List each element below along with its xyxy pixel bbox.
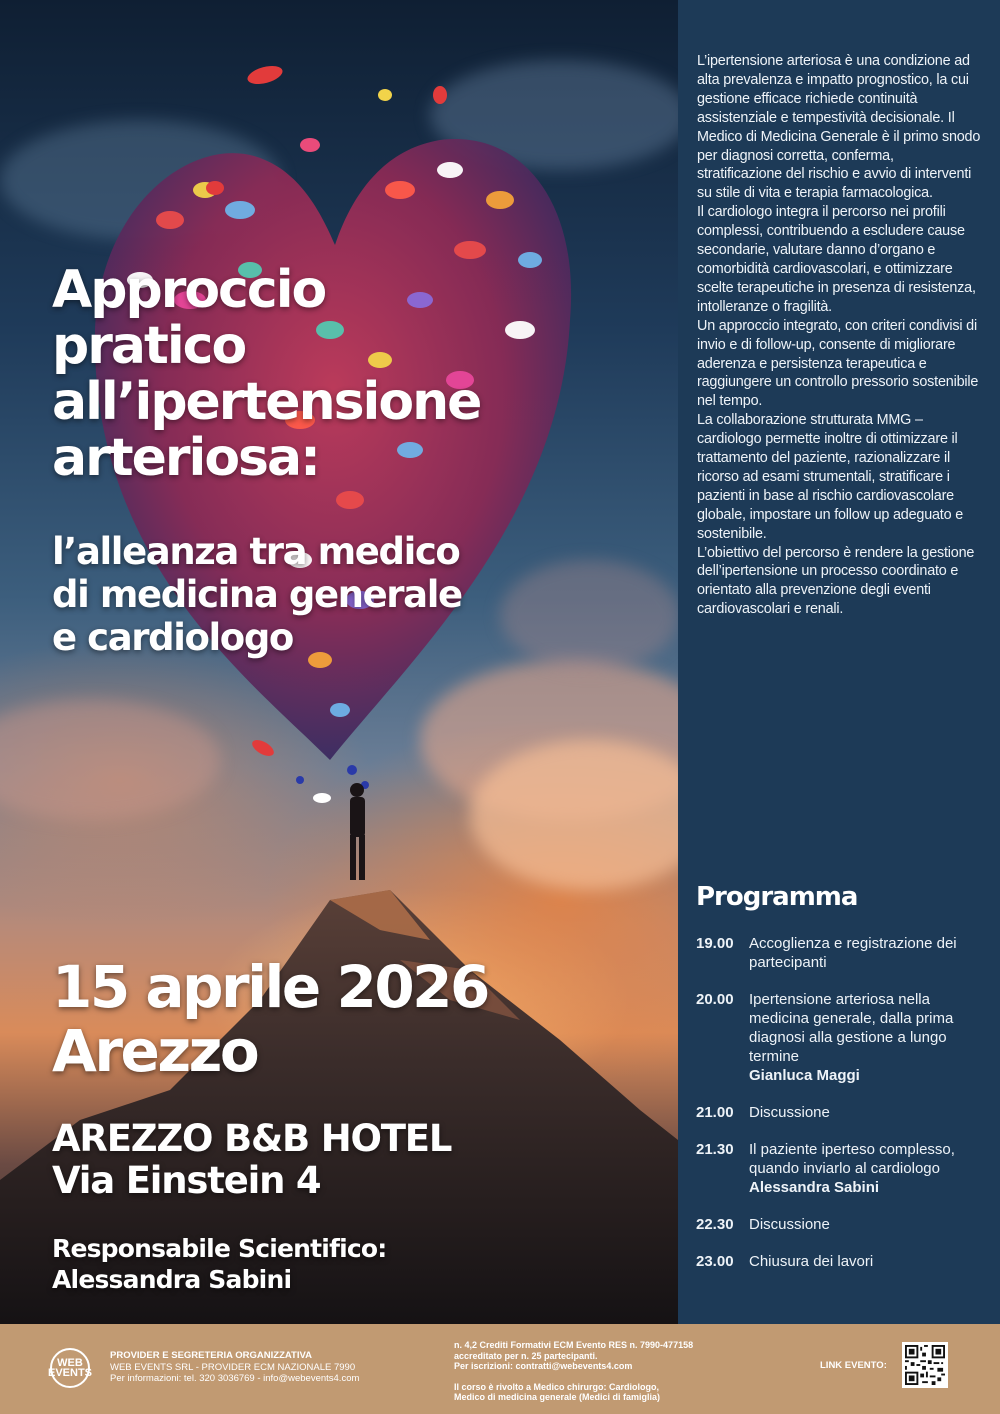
program-time: 19.00 xyxy=(696,935,734,952)
description-paragraph: L’ipertensione arteriosa è una condizione ad alta prevalenza e impatto prognostico, la cui gestione efficace richiede continuità assistenziale e tempestività decisionale. Il Medico di Medicina Generale è il primo snodo per diagnosi corretta, conferma, stratificazione del rischio e avvio di interventi su stile di vita e terapia farmacologica. xyxy=(697,53,981,202)
program-item xyxy=(696,1103,986,1122)
program-speaker: Gianluca Maggi xyxy=(749,1067,860,1084)
footer-bar xyxy=(0,1324,1000,1414)
program-heading: Programma xyxy=(696,882,858,912)
scientific-lead-name: Alessandra Sabini xyxy=(52,1265,292,1294)
description-paragraph: La collaborazione strutturata MMG – cardiologo permette inoltre di ottimizzare il trattamento del paziente, razionalizzare il ricorso ad esami strumentali, stratificare i pazienti in base al rischio cardiovascolare globale, impostare un follow up adeguato e sostenibile. xyxy=(697,412,964,542)
registration-email: Per iscrizioni: contratti@webevents4.com xyxy=(454,1361,633,1371)
description-paragraph: L’obiettivo del percorso è rendere la gestione dell’ipertensione un processo coordinato e orientato alla prevenzione degli eventi cardiovascolari e renali. xyxy=(697,544,975,618)
web-events-logo: WEB EVENTS xyxy=(50,1348,90,1388)
qr-code-icon[interactable] xyxy=(902,1342,948,1388)
credits-line: accreditato per n. 25 partecipanti. xyxy=(454,1350,598,1361)
program-text: Chiusura dei lavori xyxy=(749,1253,874,1270)
program-text: Il paziente iperteso complesso, quando inviarlo al cardiologo Alessandra Sabini xyxy=(749,1140,986,1197)
program-time: 21.00 xyxy=(696,1104,734,1121)
event-subtitle xyxy=(52,530,652,659)
ecm-credits-info xyxy=(454,1340,754,1403)
target-audience-line: Medico di medicina generale (Medici di famiglia) xyxy=(454,1392,661,1402)
qr-code-graphic xyxy=(905,1345,945,1385)
credits-line: n. 4,2 Crediti Formativi ECM Evento RES n. 7990-477158 xyxy=(454,1340,694,1350)
program-speaker: Alessandra Sabini xyxy=(749,1179,880,1196)
scientific-lead-label: Responsabile Scientifico: xyxy=(52,1234,387,1263)
program-item xyxy=(696,1252,986,1271)
scientific-lead xyxy=(52,1233,652,1295)
event-title xyxy=(52,262,652,486)
description-paragraph: Un approccio integrato, con criteri condivisi di invio e di follow-up, consente di migliorare aderenza e persistenza terapeutica e raggiungere un controllo pressorio sostenibile nel tempo. xyxy=(697,317,979,410)
title-line: all’ipertensione xyxy=(52,372,481,432)
program-text: Ipertensione arteriosa nella medicina generale, dalla prima diagnosi alla gestione a lungo termine Gianluca Maggi xyxy=(749,990,986,1085)
venue-address: Via Einstein 4 xyxy=(52,1159,321,1202)
description-paragraph: Il cardiologo integra il percorso nei profili complessi, contribuendo a escludere cause secondarie, valutare danno d’organo e comorbidità cardiovascolari, e ottimizzare scelte terapeutiche in presenza di resistenza, intolleranze o fragilità. xyxy=(697,204,976,315)
program-time: 21.30 xyxy=(696,1141,734,1158)
subtitle-line: di medicina generale xyxy=(52,573,462,616)
provider-contact: Per informazioni: tel. 320 3036769 - info@webevents4.com xyxy=(110,1373,360,1384)
provider-heading: PROVIDER E SEGRETERIA ORGANIZZATIVA xyxy=(110,1350,312,1361)
program-item xyxy=(696,1140,986,1197)
program-item xyxy=(696,934,986,972)
program-item xyxy=(696,1215,986,1234)
event-city: Arezzo xyxy=(52,1017,258,1085)
title-line: Approccio xyxy=(52,260,326,320)
venue-name: AREZZO B&B HOTEL xyxy=(52,1117,452,1160)
title-line: arteriosa: xyxy=(52,428,319,488)
program-time: 22.30 xyxy=(696,1216,734,1233)
event-link-label: LINK EVENTO: xyxy=(820,1360,887,1371)
provider-name: WEB EVENTS SRL - PROVIDER ECM NAZIONALE 7990 xyxy=(110,1361,356,1373)
subtitle-line: e cardiologo xyxy=(52,616,293,659)
target-audience-line: Il corso è rivolto a Medico chirurgo: Cardiologo, xyxy=(454,1381,660,1392)
program-time: 20.00 xyxy=(696,991,734,1008)
program-list xyxy=(696,934,986,1289)
subtitle-line: l’alleanza tra medico xyxy=(52,530,460,573)
program-text: Accoglienza e registrazione dei partecipanti xyxy=(749,935,957,971)
program-text: Discussione xyxy=(749,1216,830,1233)
event-description xyxy=(697,52,982,619)
program-item xyxy=(696,990,986,1085)
program-time: 23.00 xyxy=(696,1253,734,1270)
event-date-location xyxy=(52,955,652,1083)
program-text: Discussione xyxy=(749,1104,830,1121)
event-date: 15 aprile 2026 xyxy=(52,953,488,1021)
title-line: pratico xyxy=(52,316,246,376)
provider-info xyxy=(110,1350,359,1385)
event-venue xyxy=(52,1118,652,1202)
